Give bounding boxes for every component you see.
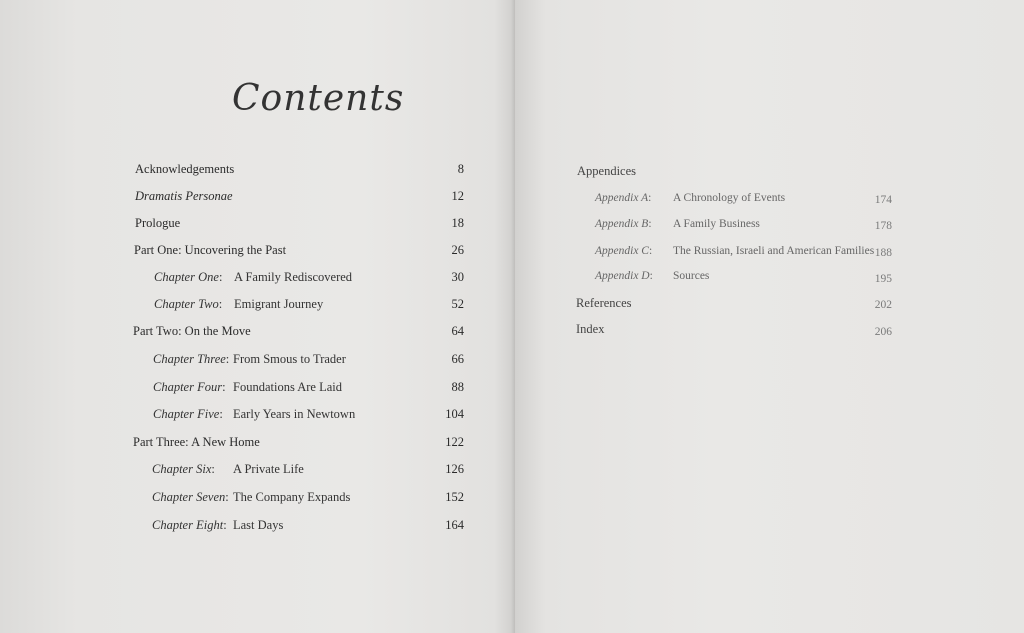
chapter-label: Chapter Six [152, 462, 212, 476]
toc-entry-acknowledgements: Acknowledgements [135, 162, 235, 176]
toc-entry-references: References [576, 296, 632, 310]
right-page [515, 0, 1024, 633]
chapter-label: Chapter Eight [152, 518, 224, 532]
chapter-label: Chapter Four [153, 380, 223, 394]
toc-page-appendix-d: 195 [874, 273, 892, 285]
chapter-label: Chapter One [154, 270, 219, 284]
appendix-label: Appendix D [595, 270, 650, 282]
chapter-label: Chapter Seven [152, 490, 226, 504]
toc-page-chapter-six: 126 [445, 462, 464, 476]
toc-page-prologue: 18 [451, 216, 464, 230]
toc-page-chapter-four: 88 [451, 380, 464, 394]
toc-entry-appendices: Appendices [577, 164, 637, 178]
toc-page-chapter-seven: 152 [445, 490, 464, 504]
chapter-label: Chapter Three [153, 352, 226, 366]
toc-page-appendix-a: 174 [874, 194, 892, 206]
toc-entry-part-one: Part One: Uncovering the Past [134, 243, 287, 257]
toc-page-chapter-three: 66 [451, 352, 464, 366]
toc-entry-chapter-one: Chapter One: A Family Rediscovered [154, 270, 353, 284]
toc-entry-chapter-two: Chapter Two: Emigrant Journey [154, 297, 324, 311]
appendix-title: The Russian, Israeli and American Families [673, 245, 875, 257]
toc-entry-appendix-b: Appendix B: A Family Business [595, 218, 760, 230]
toc-entry-chapter-six: Chapter Six: A Private Life [152, 462, 304, 476]
toc-page-appendix-b: 178 [874, 220, 892, 232]
toc-entry-chapter-eight: Chapter Eight: Last Days [152, 518, 284, 532]
chapter-label: Chapter Five [153, 407, 220, 421]
toc-entry-part-three: Part Three: A New Home [133, 435, 260, 449]
toc-page-index: 206 [874, 326, 892, 338]
contents-heading: Contents [232, 78, 405, 119]
chapter-title: A Private Life [233, 462, 304, 476]
toc-page-chapter-five: 104 [445, 407, 464, 421]
chapter-title: Emigrant Journey [234, 297, 324, 311]
toc-page-references: 202 [874, 299, 892, 311]
chapter-title: Early Years in Newtown [233, 407, 356, 421]
toc-entry-chapter-three: Chapter Three: From Smous to Trader [153, 352, 346, 366]
toc-page-part-one: 26 [451, 243, 464, 257]
toc-page-chapter-eight: 164 [445, 518, 464, 532]
toc-entry-part-two: Part Two: On the Move [133, 324, 251, 338]
appendix-label: Appendix C [595, 245, 649, 257]
chapter-title: A Family Rediscovered [234, 270, 353, 284]
appendix-title: A Family Business [673, 218, 760, 230]
toc-entry-chapter-four: Chapter Four: Foundations Are Laid [153, 380, 343, 394]
appendix-label: Appendix B [595, 218, 649, 230]
chapter-title: From Smous to Trader [233, 352, 346, 366]
toc-page-acknowledgements: 8 [457, 162, 464, 176]
toc-page-chapter-one: 30 [451, 270, 464, 284]
toc-entry-chapter-seven: Chapter Seven: The Company Expands [152, 490, 351, 504]
toc-entry-chapter-five: Chapter Five: Early Years in Newtown [153, 407, 356, 421]
toc-entry-appendix-a: Appendix A: A Chronology of Events [595, 192, 786, 204]
chapter-title: The Company Expands [233, 490, 351, 504]
chapter-title: Foundations Are Laid [233, 380, 343, 394]
toc-page-chapter-two: 52 [451, 297, 464, 311]
toc-page-appendix-c: 188 [874, 247, 892, 259]
appendix-title: A Chronology of Events [673, 192, 786, 204]
appendix-label: Appendix A [595, 192, 649, 204]
toc-page-part-two: 64 [451, 324, 464, 338]
toc-entry-index: Index [576, 322, 605, 336]
toc-page-dramatis-personae: 12 [451, 189, 464, 203]
toc-entry-appendix-c: Appendix C: The Russian, Israeli and American Families [595, 245, 875, 257]
toc-page-part-three: 122 [445, 435, 464, 449]
toc-entry-prologue: Prologue [135, 216, 181, 230]
chapter-label: Chapter Two [154, 297, 219, 311]
appendix-title: Sources [673, 270, 710, 282]
toc-entry-dramatis-personae: Dramatis Personae [135, 189, 233, 203]
toc-entry-appendix-d: Appendix D: Sources [595, 270, 710, 282]
chapter-title: Last Days [233, 518, 284, 532]
